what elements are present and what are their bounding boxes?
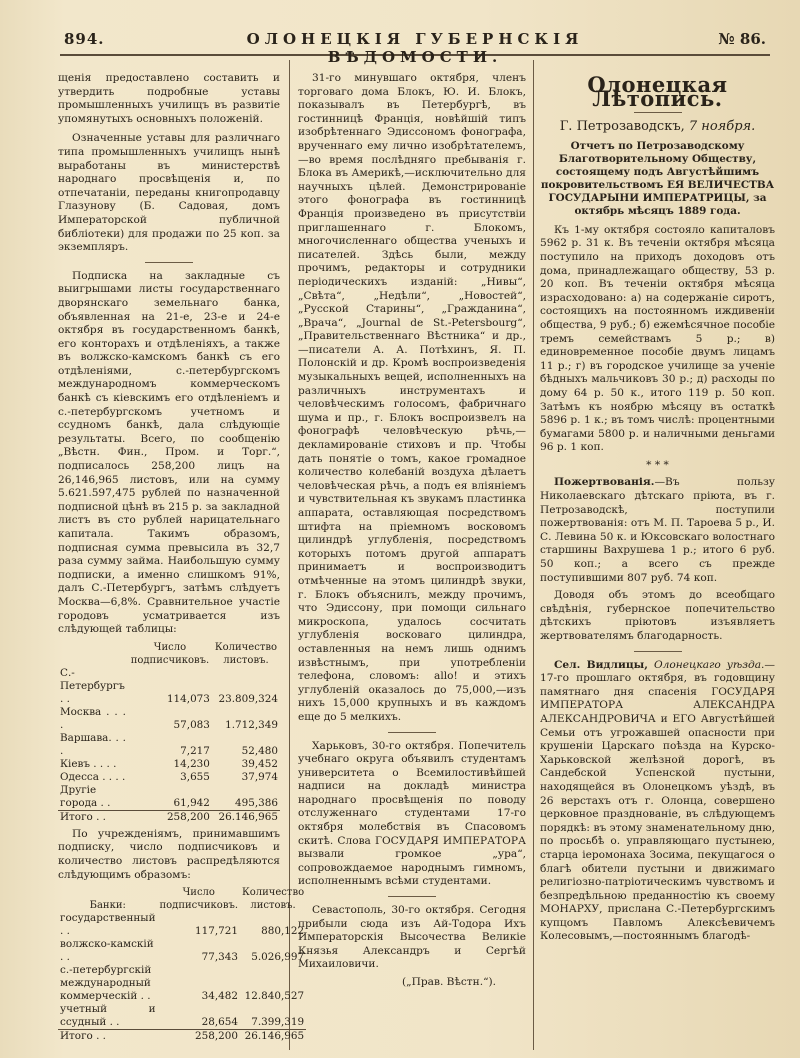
table-row: Варшава. . . . 7,217 52,480 bbox=[60, 731, 278, 757]
article-paragraph: Пожертвованія.—Въ пользу Николаевскаго дѣтскаго пріюта, въ г. Петрозаводскѣ, поступили пожертвованія: отъ М. П. Тароева 5 р., И. С. Левина 50 к. и Юксовскаго волостнаго старшины Вахрушева 1 р.; итого 6 руб. 50 коп.; а всего съ прежде поступившими 807 руб. 74 коп. bbox=[540, 476, 775, 584]
article-paragraph: По учрежденіямъ, принимавшимъ подписку, число подписчиковъ и количество листовъ распредѣляются слѣдующимъ образомъ: bbox=[58, 827, 280, 881]
table-row: Одесса . . . . 3,655 37,974 bbox=[60, 770, 278, 783]
article-paragraph: Означенные уставы для различнаго типа промышленныхъ училищъ нынѣ выработаны въ министерствѣ народнаго просвѣщенія и, по отпечатаніи, переданы книгопродавцу Глазунову (Б. Садовая, домъ Императорской публичной библіотеки) для продажи по 25 коп. за экземпляръ. bbox=[58, 132, 280, 254]
table-label: Банки: bbox=[89, 900, 126, 912]
separator bbox=[388, 896, 436, 897]
paragraph-lead: Пожертвованія. bbox=[554, 476, 655, 489]
cities-table bbox=[58, 641, 280, 824]
banks-table bbox=[58, 886, 306, 1043]
article-paragraph: 31-го минувшаго октября, членъ торговаго дома Блокъ, Ю. И. Блокъ, показывалъ въ Петербургѣ, въ гостинницѣ Франція, новѣйшій типъ изобрѣтеннаго Эдиссономъ фонографа, врученнаго ему лично изобрѣтателемъ,—во время послѣдняго пребыванія г. Блока въ Америкѣ,—исключительно для научныхъ цѣлей. Демонстрированіе этого фонографа въ гостинницѣ Франція произведено въ присутствіи приглашеннаго г. Блокомъ, многочисленнаго общества ученыхъ и писателей. Здѣсь были, между прочимъ, редакторы и сотрудники періодическихъ изданій: „Нивы“, „Свѣта“, „Недѣли“, „Новостей“, „Русской Старины“, „Гражданина“, „Врача“, „Journal de St.-Petersbourg“, „Правительственнаго Вѣстника“ и др.,—писатели А. А. Потѣхинъ, Я. П. Полонскій и др. Кромѣ воспроизведенія музыкальныхъ вещей, исполненныхъ на различныхъ инструментахъ и человѣческимъ голосомъ, фабричнаго шума и пр., г. Блокъ воспроизвелъ на фонографѣ человѣческую рѣчь,—декламированіе стиховъ и пр. Чтобы дать понятіе о томъ, какое громадное количество колебаній воздуха дѣлаетъ человѣческая рѣчь, а подъ ея вліяніемъ и чувствительная къ звукамъ пластинка аппарата, оставляющая посредствомъ штифта на пріемномъ восковомъ цилиндрѣ углубленія, посредствомъ которыхъ потомъ другой аппаратъ принимаетъ и воспроизводитъ отмѣченные на этомъ цилиндрѣ звуки, г. Блокъ объяснилъ, между прочимъ, что Эдиссону, при помощи сильнаго микроскопа, удалось сосчитать углубленія восковаго цилиндра, оставленныя на немъ лишь однимъ извѣстнымъ, при употребленіи телефона, словомъ: allo! и этихъ углубленій оказалось до 75,000,—изъ нихъ 15,000 крупныхъ и въ каждомъ еще до 5 мелкихъ. bbox=[298, 72, 526, 723]
table-row: Кіевъ . . . . 14,230 39,452 bbox=[60, 757, 278, 770]
table-row: государственный . . 117,721 880,122 bbox=[60, 912, 305, 938]
report-title: Отчетъ по Петрозаводскому Благотворительному Обществу, состоящему подъ Августѣйшимъ покровительствомъ ЕЯ ВЕЛИЧЕСТВА ГОСУДАРЫНИ ИМПЕРАТРИЦЫ, за октябрь мѣсяцъ 1889 года. bbox=[540, 139, 775, 217]
page-number: 894. bbox=[64, 30, 105, 48]
table-total-row: Итого . . 258,200 26.146,965 bbox=[60, 1030, 305, 1043]
dateline-date: 7 ноября. bbox=[688, 119, 756, 135]
table-row: учетный и ссудный . . 28,654 7.399,319 bbox=[60, 1003, 305, 1029]
column-1 bbox=[58, 72, 305, 1047]
table-header: Количество листовъ. bbox=[214, 641, 277, 666]
source-credit: („Прав. Вѣстн.“). bbox=[402, 976, 496, 988]
article-paragraph: Севастополь, 30-го октября. Сегодня прибыли сюда изъ Ай-Тодора Ихъ Императорскія Высочества Великіе Князья Александръ и Сергѣй Михаиловичи. bbox=[298, 904, 526, 971]
table-row: с.-петербургскій международный коммерческій . . 34,482 12.840,527 bbox=[60, 964, 305, 1003]
separator bbox=[145, 262, 193, 263]
column-3 bbox=[540, 72, 775, 944]
section-heading: Олонецкая Лѣтопись. bbox=[587, 72, 728, 111]
table-row: волжско-камскій . . 77,343 5.026,997 bbox=[60, 938, 305, 964]
newspaper-title: ОЛОНЕЦКІЯ ГУБЕРНСКІЯ ВѢДОМОСТИ. bbox=[246, 30, 584, 66]
paragraph-place: Олонецкаго уѣзда. bbox=[653, 658, 765, 671]
dateline-city: Г. Петрозаводскъ, bbox=[559, 119, 685, 135]
table-header: Число подписчиковъ. bbox=[130, 641, 210, 666]
stars-separator: * * * bbox=[646, 458, 669, 471]
table-row: Другіе города . . 61,942 495,386 bbox=[60, 783, 278, 809]
separator bbox=[634, 651, 682, 652]
dateline bbox=[540, 120, 775, 134]
article-paragraph: щенія предоставлено составить и утвердить подробные уставы промышленныхъ училищъ въ развитіе упомянутыхъ основныхъ положеній. bbox=[58, 72, 280, 125]
table-header: Число подписчиковъ. bbox=[159, 887, 238, 912]
table-header: Количество листовъ. bbox=[242, 887, 305, 912]
table-row: С.-Петербургъ . . 114,073 23.809,324 bbox=[60, 666, 278, 705]
article-paragraph: Къ 1-му октября состояло капиталовъ 5962 р. 31 к. Въ теченіи октября мѣсяца поступило на приходъ доходовъ отъ дома, принадлежащаго обществу, 53 р. 20 коп. Въ теченіи октября мѣсяца израсходовано: а) на содержаніе сиротъ, состоящихъ на постоянномъ иждивеніи общества, 9 руб.; б) ежемѣсячное пособіе тремъ семействамъ 5 р.; в) единовременное пособіе двумъ лицамъ 11 р.; г) въ городское училище за ученіе бѣдныхъ мальчиковъ 30 р.; д) расходы по дому 64 р. 50 к., итого 119 р. 50 коп. Затѣмъ къ ноябрю мѣсяцу въ остаткѣ 5896 р. 1 к.; въ томъ числѣ: процентными бумагами 5800 р. и наличными деньгами 96 р. 1 коп. bbox=[540, 223, 775, 454]
article-paragraph: Харьковъ, 30-го октября. Попечитель учебнаго округа объявилъ студентамъ университета о Всемилостивѣйшей надписи на докладѣ министра народнаго просвѣщенія по поводу отслуженнаго студентами 17-го октября молебствія въ Спасовомъ скитѣ. Слова ГОСУДАРЯ ИМПЕРАТОРА вызвали громкое „ура“, сопровождаемое народнымъ гимномъ, исполненнымъ всѣми студентами. bbox=[298, 739, 526, 888]
column-divider bbox=[533, 60, 534, 1050]
article-paragraph: Доводя объ этомъ до всеобщаго свѣдѣнія, губернское попечительство дѣтскихъ пріютовъ изъявляетъ жертвователямъ благодарность. bbox=[540, 589, 775, 642]
table-row: Москва . . . . 57,083 1.712,349 bbox=[60, 705, 278, 731]
table-total-row: Итого . . 258,200 26.146,965 bbox=[60, 810, 278, 823]
issue-number: № 86. bbox=[718, 30, 766, 48]
article-paragraph: Подписка на закладные съ выигрышами листы государственнаго дворянскаго земельнаго банка, объявленная на 21-е, 23-е и 24-е октября въ государственномъ банкѣ, его конторахъ и отдѣленіяхъ, а также въ волжско-камскомъ банкѣ съ его отдѣленіями, с.-петербургскомъ международномъ коммерческомъ банкѣ съ кіевскимъ его отдѣленіемъ и с.-петербургскомъ учетномъ и ссудномъ банкѣ, дала слѣдующіе результаты. Всего, по сообщенію „Вѣстн. Фин., Пром. и Торг.“, подписалось 258,200 лицъ на 26,146,965 листовъ, или на сумму 5.621.597,475 рублей по назначенной подписной цѣнѣ въ 215 р. за закладной листъ въ сто рублей нарицательнаго капитала. Такимъ образомъ, подписная сумма превысила въ 32,7 раза сумму займа. Наибольшую сумму подписки, а именно слишкомъ 91%, далъ С.-Петербургъ, затѣмъ слѣдуетъ Москва—6,8%. Сравнительное участіе городовъ усматривается изъ слѣдующей таблицы: bbox=[58, 269, 280, 636]
page-header bbox=[60, 24, 770, 66]
separator bbox=[388, 732, 436, 733]
paragraph-lead: Сел. Видлицы, bbox=[554, 658, 648, 671]
column-2 bbox=[298, 72, 526, 990]
separator bbox=[634, 112, 682, 113]
article-paragraph: Сел. Видлицы, Олонецкаго уѣзда.—17-го прошлаго октября, въ годовщину памятнаго дня спасенія ГОСУДАРЯ ИМПЕРАТОРА АЛЕКСАНДРА АЛЕКСАНДРОВИЧА и ЕГО Августѣйшей Семьи отъ угрожавшей опасности при крушеніи Царскаго поѣзда на Курско-Харьковской желѣзной дорогѣ, въ Сандебской Успенской пустыни, находящейся въ Олонецкомъ уѣздѣ, въ 26 верстахъ отъ г. Олонца, совершено церковное празднованіе, въ слѣдующемъ порядкѣ: въ этому знаменательному дню, по просьбѣ о. управляющаго пустынею, старца іеромонаха Зосима, пекущагося о благѣ обители пустыни и движимаго религіозно-патріотическимъ чувствомъ и безпредѣльною преданностію къ своему МОНАРХУ, прислана С.-Петербургскимъ купцомъ Павломъ Алексѣевичемъ Колесовымъ,—постояннымъ благодѣ- bbox=[540, 658, 776, 943]
